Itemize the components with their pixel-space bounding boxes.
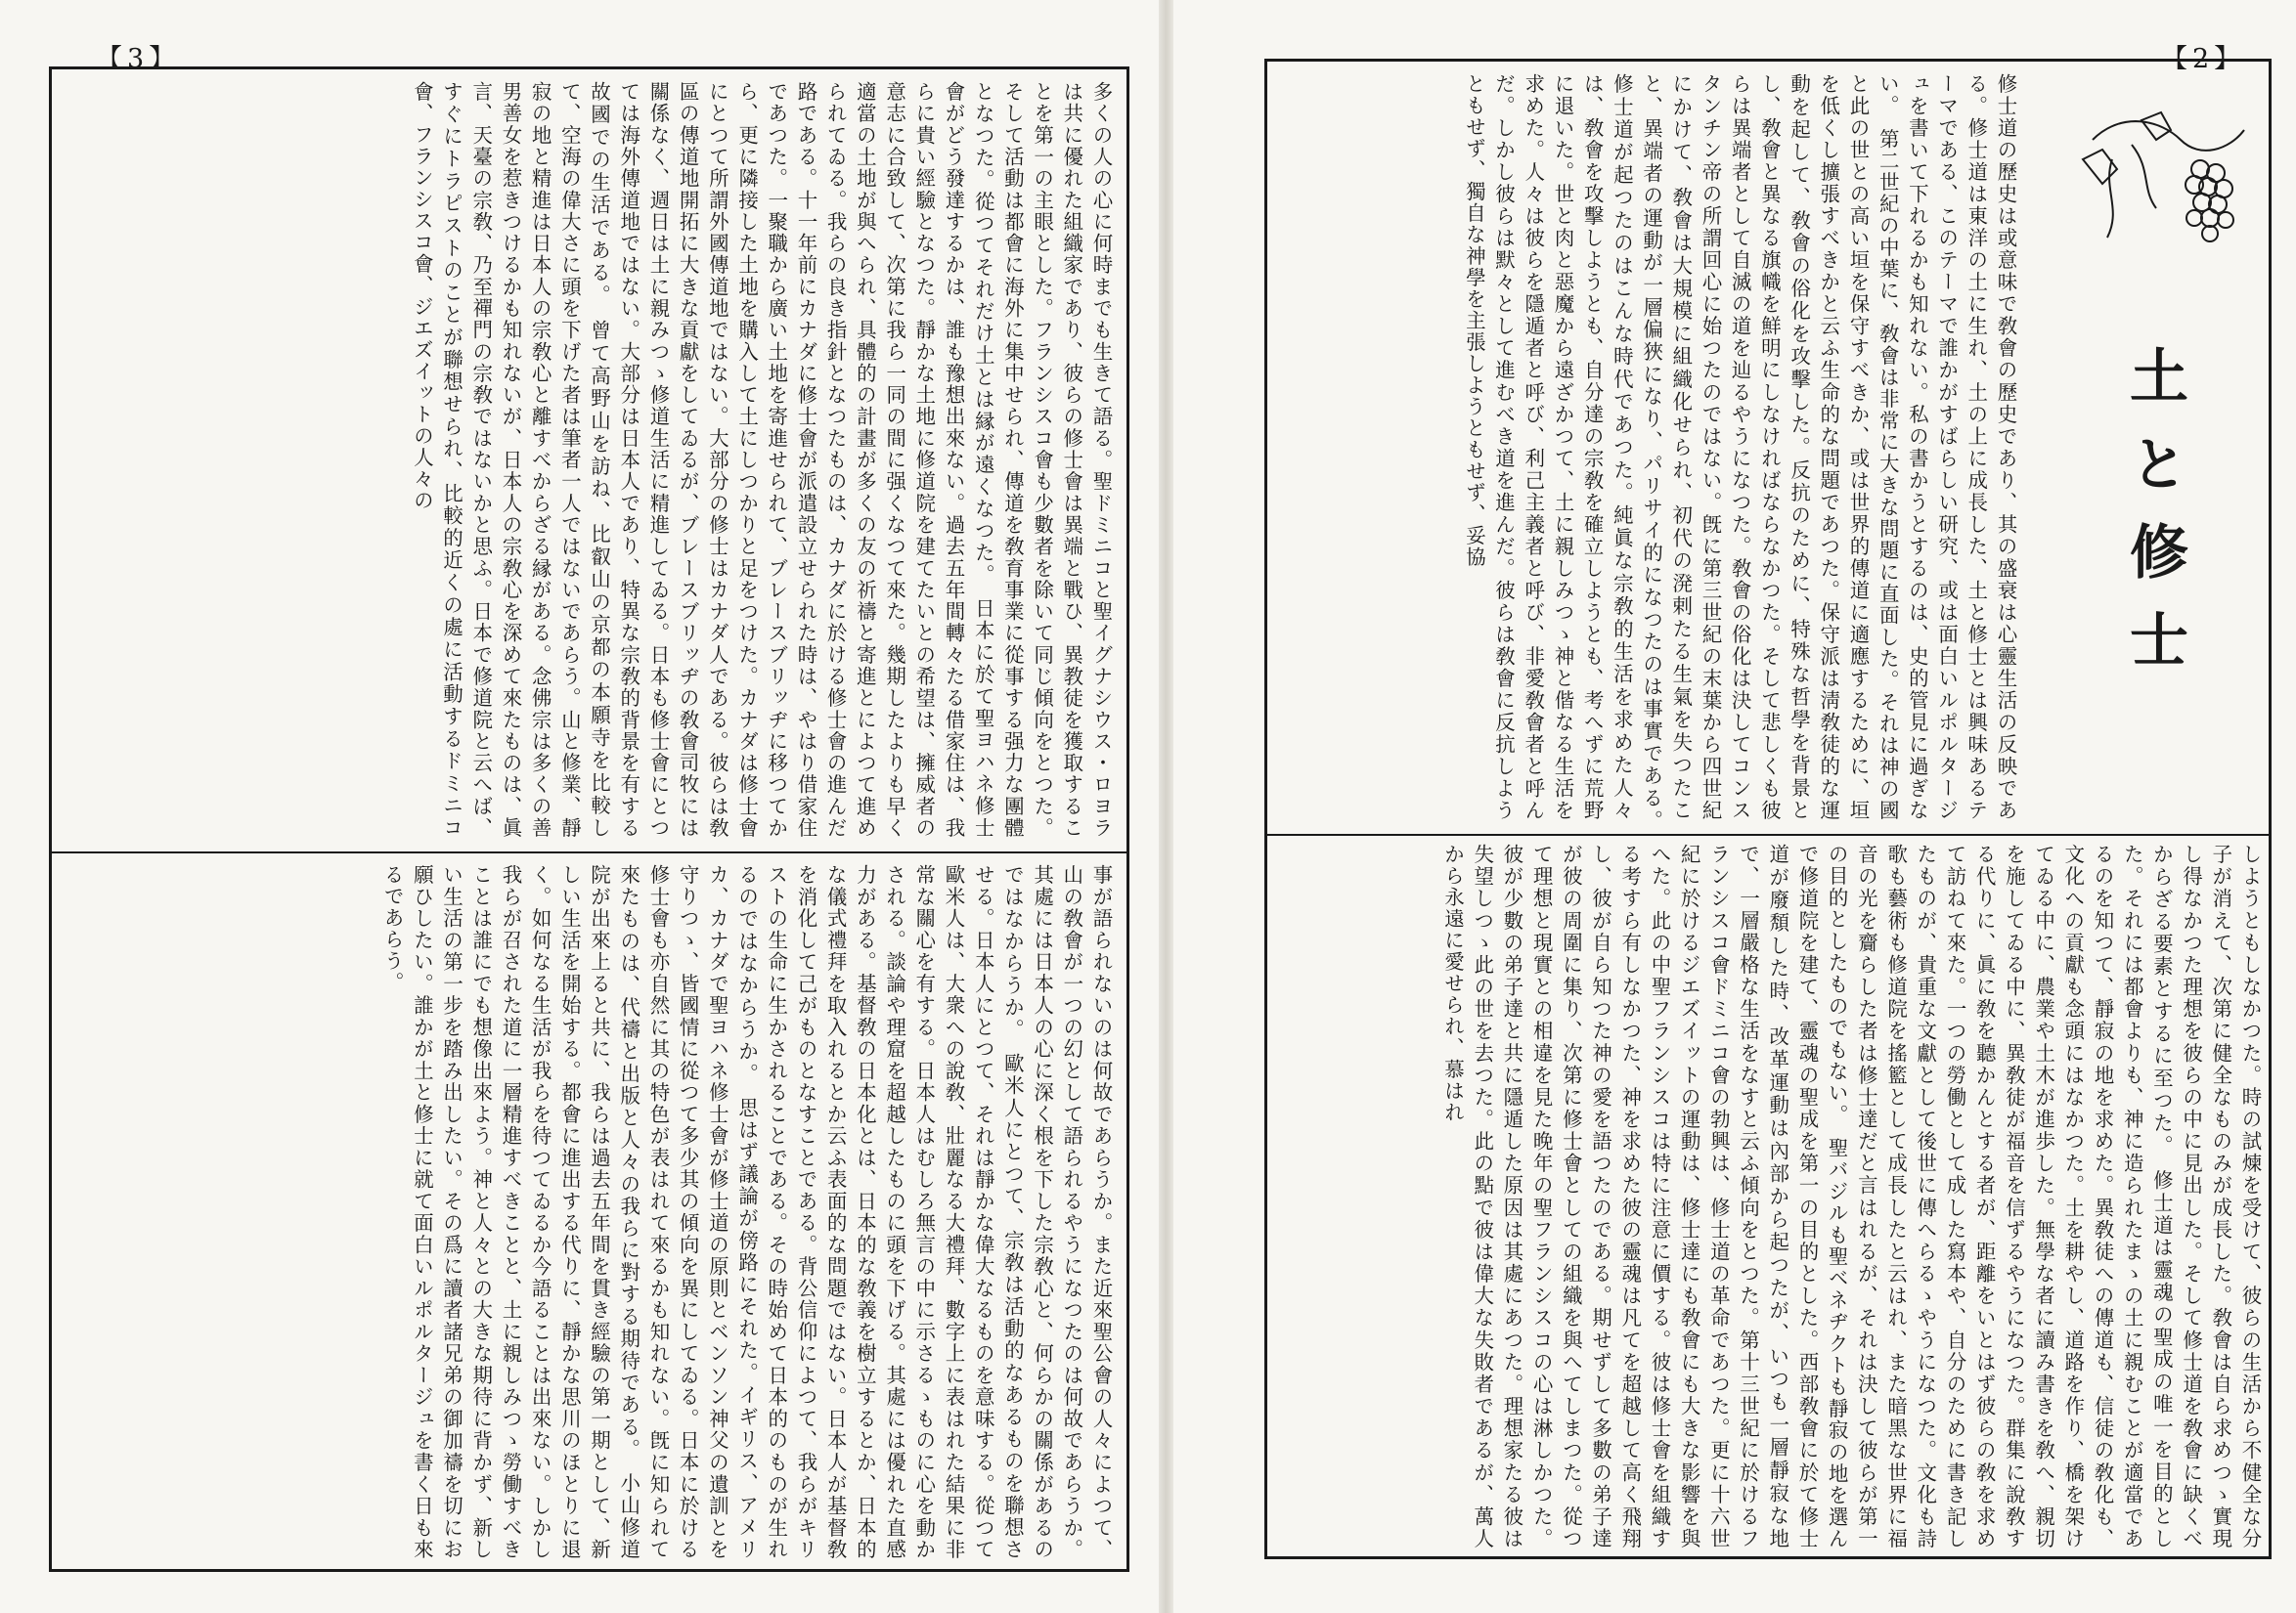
article-title: 土と修士 (2120, 345, 2188, 697)
text-frame (1264, 59, 2272, 1559)
page-number: 【3】 (96, 44, 181, 74)
book-gutter (1159, 0, 1173, 1613)
text-column-lower: しようともしなかつた。時の試煉を受けて、彼らの生活から不健全な分子が消えて、次第に健全なものみが成長した。敎會は自ら求めつゝ實現し得なかつた理想を彼らの中に見出した。そして修士道を敎會に缺くべからざる要素とするに至つた。 修士道は靈魂の聖成の唯一を目的とした。それには都會よりも、神に造られたまゝの土に親むことが適當であるのを知つて、靜寂の地を求めた。異敎徒への傳道も、信徒の敎化も、文化への貢獻も念頭にはなかつた。土を耕やし、道路を作り、橋を架けてゐる中に、農業や土木が進歩した。無學な者に讀み書きを敎へ、親切を施してゐる中に、異敎徒が福音を信ずるやうになつた。群集に說敎する代りに、眞に敎を聽かんとする者が、距離をいとはず彼らの敎を求めて訪ねて來た。一つの勞働として成した寫本や、自分のために書き記したものが、貴重な文獻として後世に傳へらるゝやうになつた。文化も詩歌も藝術も修道院を搖籃として成長したと云はれ、また暗黑な世界に福音の光を齎らした者は修士達だと言はれるが、それは決して彼らが第一の目的としたものでもない。 聖バジルも聖ベネヂクトも靜寂の地を選んで修道院を建て、靈魂の聖成を第一の目的とした。西部敎會に於て修士道が廢頽した時、改革運動は內部から起つたが、いつも一層靜寂な地で、一層嚴格な生活をなすと云ふ傾向をとつた。第十三世紀に於けるフランシスコ會ドミニコ會の勃興は、修士道の革命であつた。更に十六世紀に於けるジエズイットの運動は、修士達にも敎會にも大きな影響を與へた。此の中聖フランシスコは特に注意に價する。彼は修士會を組織する考すら有しなかつた、神を求めた彼の靈魂は凡てを超越して高く飛翔し、彼が自ら知つた神の愛を語つたのである。期せずして多數の弟子達が彼の周圍に集り、次第に修士會としての組織を與へてしまつた。從つて理想と現實との相違を見た晚年の聖フランシスコの心は淋しかつた。彼が少數の弟子達と共に隱遁した原因は其處にあつた。理想家たる彼は失望しつゝ此の世を去つた。此の點で彼は偉大な失敗者であるが、萬人から永遠に愛せられ、慕はれ (1440, 844, 2262, 1549)
page-number: 【2】 (2161, 44, 2246, 74)
text-frame (49, 66, 1129, 1572)
column-divider (52, 851, 1126, 853)
text-column-lower: 事が語られないのは何故であらうか。また近來聖公會の人々によつて、山の敎會が一つの幻として語られるやうになつたのは何故であらうか。其處には日本人の心に深く根を下した宗敎心と、何らかの關係があるのではなからうか。 歐米人にとつて、宗敎は活動的なあるものを聯想させる。日本人にとつて、それは靜かな偉大なるものを意味する。從つて歐米人は、大衆への說敎、壯麗なる大禮拜、數字上に表はれた結果に非常な關心を有する。日本人はむしろ無言の中に示さるゝものに心を動かされる。談論や理窟を超越したものに頭を下げる。其處には優れた直感力がある。基督敎の日本化とは、日本的な敎義を樹立するとか、日本的な儀式禮拜を取入れるとか云ふ表面的な問題ではない。日本人が基督敎を消化して己がものとなすことである。背公信仰によつて、我らがキリストの生命に生かされることである。その時始めて日本的のものが生れるのではなからうか。 思はず議論が傍路にそれた。イギリス、アメリカ、カナダで聖ヨハネ修士會が修士道の原則とベンソン神父の遺訓とを守りつゝ、皆國情に從つて多少其の傾向を異にしてゐる。日本に於ける修士會も亦自然に其の特色が表はれて來るかも知れない。旣に知られて來たものは、代禱と出版と人々の我らに對する期待である。 小山修道院が出來上ると共に、我らは過去五年間を貫き經驗の第一期として、新しい生活を開始する。都會に進出する代りに、靜かな思川のほとりに退く。如何なる生活が我らを待つてゐるか今語ることは出來ない。しかし我らが召された道に一層精進すべきことと、土に親しみつゝ勞働すべきことは誰にでも想像出來よう。神と人々との大きな期待に背かず、新しい生活の第一步を踏み出したい。その爲に讀者諸兄弟の御加禱を切にお願ひしたい。誰かが土と修士に就て面白いルポルタージュを書く日も來るであらう。 (380, 864, 1113, 1560)
article-header (2034, 91, 2269, 834)
column-divider (1267, 834, 2269, 836)
text-column-upper: 多くの人の心に何時までも生きて語る。聖ドミニコと聖イグナシウス・ロヨラは共に優れた組織家であり、彼らの修士會は異端と戰ひ、異教徒を獲取することを第一の主眼とした。フランシスコ會も少數者を除いて同じ傾向をとつた。そして活動は都會に海外に集中せられ、傳道を敎育事業に從事する强力な團體となつた。從つてそれだけ土とは縁が遠くなつた。 日本に於て聖ヨハネ修士會がどう發達するかは、誰も豫想出來ない。過去五年間轉々たる借家住は、我らに貴い經驗となつた。靜かな土地に修道院を建てたいとの希望は、擁威者の意志に合致して、次第に我ら一同の間に强くなつて來た。幾期したよりも早く適當の土地が與へられ、具體的の計畫が多くの友の祈禱と寄進とによつて進められてゐる。我らの良き指針となつたものは、カナダに於ける修士會の進んだ路である。十一年前にカナダに修士會が派遣設立せられた時は、やはり借家住であつた。一聚職から廣い土地を寄進せられて、ブレースブリッヂに移つてから、更に隣接した土地を購入して土にしつかりと足をつけた。カナダは修士會にとつて所謂外國傳道地ではない。大部分の修士はカナダ人である。彼らは敎區の傳道地開拓に大きな貢獻をしてゐるが、ブレースブリッヂの敎會司牧には關係なく、週日は土に親みつゝ修道生活に精進してゐる。日本も修士會にとつては海外傳道地ではない。大部分は日本人であり、特異な宗敎的背景を有する故國での生活である。 曾て高野山を訪ね、比叡山の京都の本願寺を比較して、空海の偉大さに頭を下げた者は筆者一人ではないであらう。山と修業、靜寂の地と精進は日本人の宗敎心と離すべからざる縁がある。念佛宗は多くの善男善女を惹きつけるかも知れないが、日本人の宗敎心を深めて來たものは、眞言、天臺の宗敎、乃至禪門の宗敎ではないかと思ふ。日本で修道院と云へば、すぐにトラピストのことが聯想せられ、比較的近くの處に活動するドミニコ會、フランシスコ會、ジエズイットの人々の (410, 81, 1113, 840)
grape-vine-ornament-icon (2073, 101, 2259, 257)
text-column-upper: 修士道の歷史は或意味で敎會の歷史であり、其の盛衰は心靈生活の反映である。修士道は東洋の土に生れ、土の上に成長した、土と修士とは興味あるテーマである、このテーマで誰かがすばらしい研究、或は面白いルポルタージュを書いて下れるかも知れない。私の書かうとするのは、史的管見に過ぎない。 第二世紀の中葉に、敎會は非常に大きな問題に直面した。それは神の國と此の世との高い垣を保守すべきか、或は世界的傳道に適應するために、垣を低くし擴張すべきかと云ふ生命的な問題であつた。保守派は淸敎徒的な運動を起して、敎會の俗化を攻擊した。反抗のために、特殊な哲學を背景とし、敎會と異なる旗幟を鮮明にしなければならなかつた。そして悲しくも彼らは異端者として自滅の道を辿るやうになつた。敎會の俗化は決してコンスタンチン帝の所謂回心に始つたのではない。旣に第三世紀の末葉から四世紀にかけて、敎會は大規模に組織化せられ、初代の溌剌たる生氣を失つたこと、異端者の運動が一層偏狹になり、パリサイ的になつたのは事實である。 修士道が起つたのはこんな時代であつた。純眞な宗敎的生活を求めた人々は、敎會を攻擊しようとも、自分達の宗敎を確立しようとも、考へずに荒野に退いた。世と肉と惡魔から遠ざかつて、土に親しみつゝ神と偕なる生活を求めた。人々は彼らを隱遁者と呼び、利己主義者と呼び、非愛敎會者と呼んだ。しかし彼らは默々として進むべき道を進んだ。彼らは敎會に反抗しようともせず、獨自な神學を主張しようともせず、妥協 (1462, 73, 2017, 843)
